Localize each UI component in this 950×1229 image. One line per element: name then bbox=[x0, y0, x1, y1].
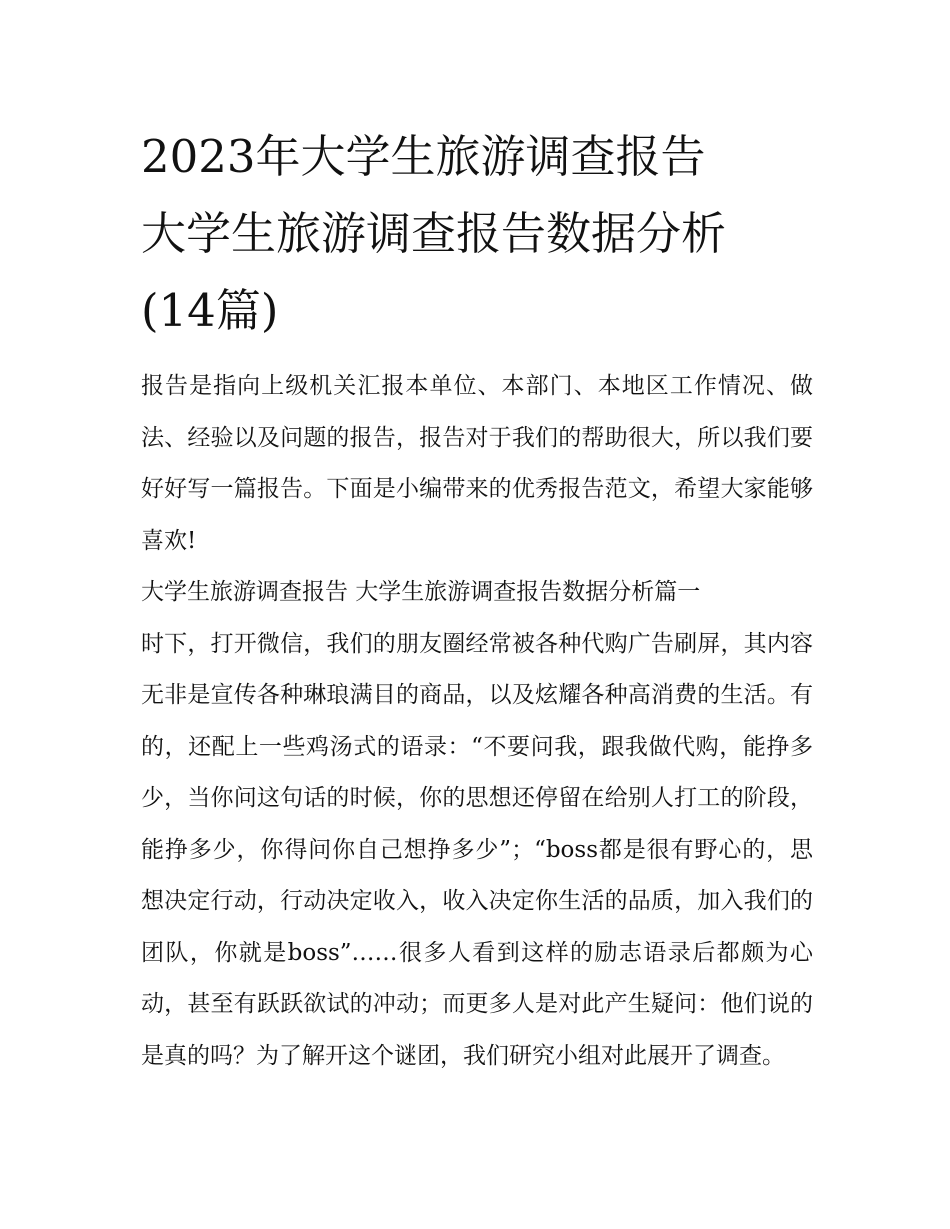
title-line-2: 大学生旅游调查报告数据分析 bbox=[141, 207, 727, 260]
intro-paragraph: 报告是指向上级机关汇报本单位、本部门、本地区工作情况、做法、经验以及问题的报告，报告对于我们的帮助很大，所以我们要好好写一篇报告。下面是小编带来的优秀报告范文，希望大家能够喜欢! bbox=[141, 373, 813, 554]
section-heading: 大学生旅游调查报告 大学生旅游调查报告数据分析篇一 bbox=[141, 579, 701, 605]
document-title bbox=[141, 118, 813, 349]
document-body bbox=[141, 361, 813, 1082]
document-page bbox=[141, 118, 813, 1082]
section-paragraph: 时下，打开微信，我们的朋友圈经常被各种代购广告刷屏，其内容无非是宣传各种琳琅满目的商品，以及炫耀各种高消费的生活。有的，还配上一些鸡汤式的语录：“不要问我，跟我做代购，能挣多少，当你问这句话的时候，你的思想还停留在给别人打工的阶段，能挣多少，你得问你自己想挣多少”；“boss都是很有野心的，思想决定行动，行动决定收入，收入决定你生活的品质，加入我们的团队，你就是boss”……很多人看到这样的励志语录后都颇为心动，甚至有跃跃欲试的冲动；而更多人是对此产生疑问：他们说的是真的吗？为了解开这个谜团，我们研究小组对此展开了调查。 bbox=[141, 630, 813, 1069]
title-line-3: (14篇) bbox=[141, 284, 279, 337]
title-line-1: 2023年大学生旅游调查报告 bbox=[141, 130, 706, 183]
